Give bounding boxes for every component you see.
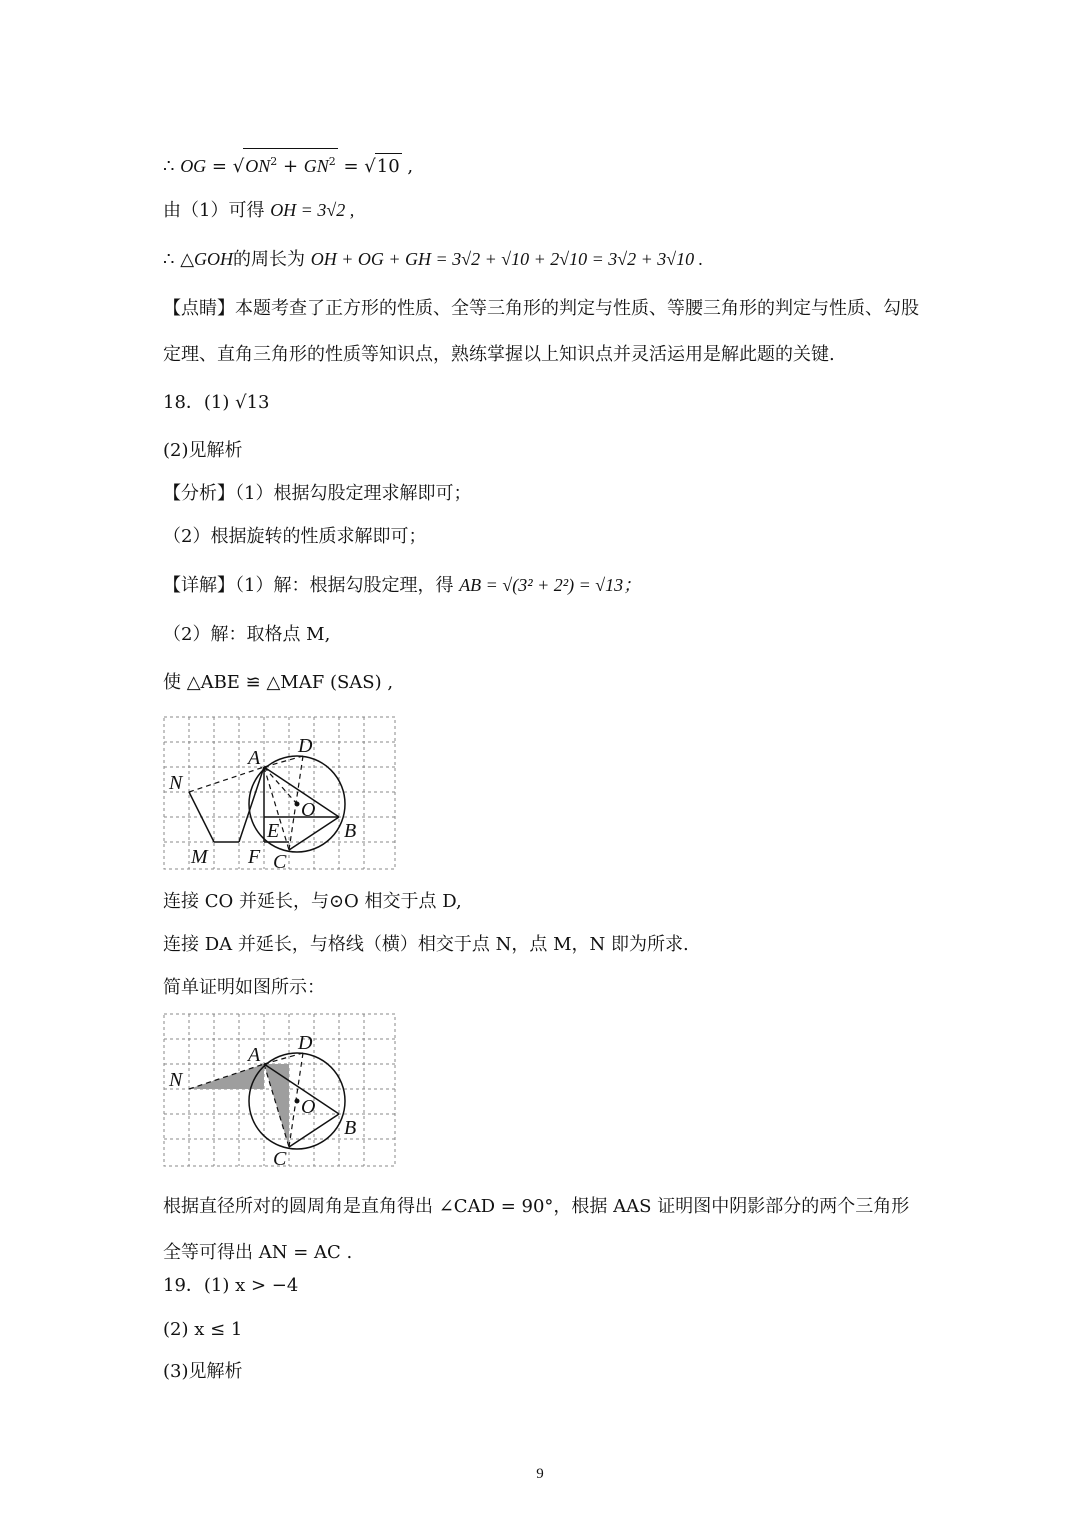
fig2-label-a: A xyxy=(248,1044,261,1066)
fig1-label-n: N xyxy=(169,772,183,794)
fig2-label-n: N xyxy=(169,1069,183,1091)
q18-analysis-2: （2）根据旋转的性质求解即可； xyxy=(163,526,427,547)
fig1-label-a: A xyxy=(248,747,261,769)
fig1-label-f: F xyxy=(248,846,261,868)
fig2-label-d: D xyxy=(298,1032,313,1054)
equation-oh: 由（1）可得 OH = 3√2 , xyxy=(163,200,355,221)
fig1-label-m: M xyxy=(191,846,208,868)
fig1-label-b: B xyxy=(344,820,357,842)
fig2-label-o: O xyxy=(301,1096,316,1118)
figure-2-proof-diagram xyxy=(163,1013,397,1168)
q19-answer-3: (3)见解析 xyxy=(163,1361,243,1382)
q18-detail-2: （2）解：取格点 M, xyxy=(163,624,331,645)
fig2-label-b: B xyxy=(344,1117,357,1139)
q19-answer-2: (2) x ≤ 1 xyxy=(163,1319,243,1340)
q18-answer-1: 18．(1) √13 xyxy=(163,392,270,413)
fig1-label-c: C xyxy=(273,851,287,871)
fig1-label-e: E xyxy=(267,820,280,842)
perimeter-line: ∴ △GOH的周长为 OH + OG + GH = 3√2 + √10 + 2√10 = 3√2 + 3√10 . xyxy=(163,249,704,270)
q18-answer-2: (2)见解析 xyxy=(163,440,243,461)
proof-intro: 简单证明如图所示： xyxy=(163,977,325,998)
q19-answer-1: 19．(1) x > −4 xyxy=(163,1275,299,1296)
equation-og: ∴ OG = $√ON^2 + GN^2 = √10$ , xyxy=(163,148,413,180)
figure-1-grid-diagram xyxy=(163,716,397,871)
fig2-label-c: C xyxy=(273,1148,287,1168)
fig1-label-o: O xyxy=(301,799,316,821)
fig1-label-d: D xyxy=(298,735,313,757)
q18-analysis-1: 【分析】（1）根据勾股定理求解即可； xyxy=(163,483,472,504)
q18-detail-1: 【详解】（1）解：根据勾股定理，得 AB = √(3² + 2²) = √13； xyxy=(163,575,642,596)
q18-congruence: 使 △ABE ≌ △MAF (SAS) , xyxy=(163,672,394,693)
construction-step-1: 连接 CO 并延长，与⊙O 相交于点 D, xyxy=(163,891,462,912)
construction-step-2: 连接 DA 并延长，与格线（横）相交于点 N，点 M，N 即为所求. xyxy=(163,934,689,955)
dianjing-comment: 【点睛】本题考查了正方形的性质、全等三角形的判定与性质、等腰三角形的判定与性质、勾股定理、直角三角形的性质等知识点，熟练掌握以上知识点并灵活运用是解此题的关键. xyxy=(163,298,919,365)
proof-explanation: 根据直径所对的圆周角是直角得出 ∠CAD = 90°，根据 AAS 证明图中阴影部分的两个三角形全等可得出 AN = AC . xyxy=(163,1196,910,1263)
page-number: 9 xyxy=(536,1466,544,1482)
